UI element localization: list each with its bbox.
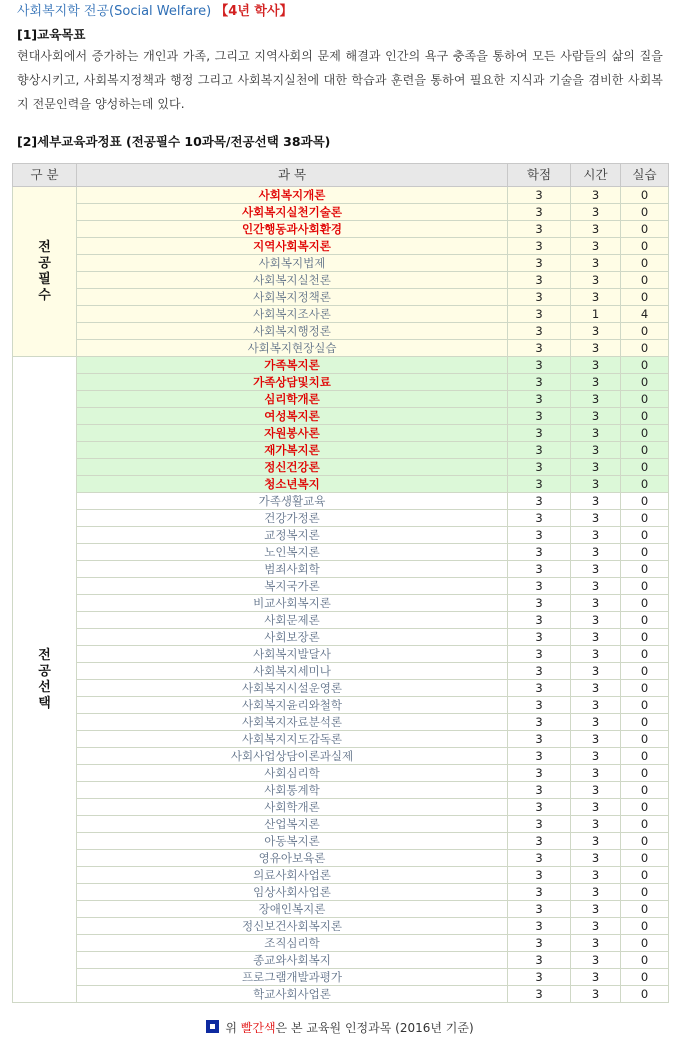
table-row xyxy=(13,476,669,493)
course-practice: 0 xyxy=(621,850,669,867)
course-hours: 3 xyxy=(571,765,621,782)
course-credit: 3 xyxy=(508,901,571,918)
course-name: 사회복지발달사 xyxy=(77,646,508,663)
course-hours: 3 xyxy=(571,697,621,714)
course-practice: 0 xyxy=(621,799,669,816)
footnote-prefix: 위 xyxy=(225,1021,241,1035)
course-practice: 0 xyxy=(621,544,669,561)
course-practice: 0 xyxy=(621,340,669,357)
course-hours: 3 xyxy=(571,595,621,612)
course-name: 자원봉사론 xyxy=(77,425,508,442)
course-name: 학교사회사업론 xyxy=(77,986,508,1003)
course-name: 가족복지론 xyxy=(77,357,508,374)
course-name: 청소년복지 xyxy=(77,476,508,493)
course-practice: 0 xyxy=(621,323,669,340)
title-tag: 【4년 학사】 xyxy=(215,4,293,19)
course-name: 종교와사회복지 xyxy=(77,952,508,969)
course-credit: 3 xyxy=(508,952,571,969)
course-name: 인간행동과사회환경 xyxy=(77,221,508,238)
course-hours: 3 xyxy=(571,408,621,425)
course-practice: 0 xyxy=(621,476,669,493)
course-practice: 0 xyxy=(621,204,669,221)
table-row xyxy=(13,663,669,680)
course-name: 사회복지개론 xyxy=(77,187,508,204)
course-hours: 3 xyxy=(571,289,621,306)
course-practice: 0 xyxy=(621,901,669,918)
goal-text: 현대사회에서 증가하는 개인과 가족, 그리고 지역사회의 문제 해결과 인간의 욕구 충족을 통하여 모든 사람들의 삶의 질을 향상시키고, 사회복지정책과 행정 그리고 사회복지실천에 대한 학습과 훈련을 통하여 필요한 지식과 기술을 겸비한 사회복지 전문인력을 양성하는데 있다. xyxy=(17,49,663,111)
group-elective-label-text: 전 공 선 택 xyxy=(38,647,51,711)
table-row xyxy=(13,578,669,595)
course-hours: 3 xyxy=(571,816,621,833)
course-credit: 3 xyxy=(508,782,571,799)
course-practice: 0 xyxy=(621,510,669,527)
course-credit: 3 xyxy=(508,204,571,221)
course-credit: 3 xyxy=(508,748,571,765)
course-hours: 3 xyxy=(571,850,621,867)
course-name: 사회보장론 xyxy=(77,629,508,646)
course-credit: 3 xyxy=(508,646,571,663)
table-row xyxy=(13,323,669,340)
table-row xyxy=(13,306,669,323)
course-name: 교정복지론 xyxy=(77,527,508,544)
course-name: 지역사회복지론 xyxy=(77,238,508,255)
course-practice: 0 xyxy=(621,238,669,255)
course-practice: 0 xyxy=(621,612,669,629)
course-credit: 3 xyxy=(508,272,571,289)
course-credit: 3 xyxy=(508,697,571,714)
course-practice: 0 xyxy=(621,374,669,391)
course-practice: 0 xyxy=(621,595,669,612)
group-elective-label xyxy=(13,357,77,1003)
course-credit: 3 xyxy=(508,187,571,204)
course-hours: 3 xyxy=(571,459,621,476)
table-row xyxy=(13,799,669,816)
table-row xyxy=(13,986,669,1003)
course-practice: 0 xyxy=(621,680,669,697)
header-course: 과 목 xyxy=(77,164,508,187)
course-credit: 3 xyxy=(508,680,571,697)
header-hours: 시간 xyxy=(571,164,621,187)
footnote-red-word: 빨간색 xyxy=(240,1021,276,1035)
course-hours: 3 xyxy=(571,476,621,493)
course-practice: 0 xyxy=(621,918,669,935)
course-name: 재가복지론 xyxy=(77,442,508,459)
course-name: 복지국가론 xyxy=(77,578,508,595)
course-hours: 3 xyxy=(571,510,621,527)
course-hours: 3 xyxy=(571,867,621,884)
course-credit: 3 xyxy=(508,765,571,782)
footnote xyxy=(0,1019,680,1036)
course-credit: 3 xyxy=(508,816,571,833)
course-practice: 0 xyxy=(621,187,669,204)
table-row xyxy=(13,408,669,425)
course-credit: 3 xyxy=(508,986,571,1003)
course-credit: 3 xyxy=(508,663,571,680)
course-practice: 0 xyxy=(621,408,669,425)
course-practice: 0 xyxy=(621,442,669,459)
course-credit: 3 xyxy=(508,578,571,595)
table-row xyxy=(13,544,669,561)
course-name: 사회복지정책론 xyxy=(77,289,508,306)
course-name: 영유아보육론 xyxy=(77,850,508,867)
course-credit: 3 xyxy=(508,374,571,391)
table-row xyxy=(13,459,669,476)
table-row xyxy=(13,561,669,578)
course-practice: 4 xyxy=(621,306,669,323)
course-name: 의료사회사업론 xyxy=(77,867,508,884)
course-name: 산업복지론 xyxy=(77,816,508,833)
table-row xyxy=(13,357,669,374)
course-practice: 0 xyxy=(621,748,669,765)
course-practice: 0 xyxy=(621,493,669,510)
course-hours: 3 xyxy=(571,238,621,255)
table-row xyxy=(13,646,669,663)
course-credit: 3 xyxy=(508,884,571,901)
course-credit: 3 xyxy=(508,442,571,459)
course-name: 사회복지지도감독론 xyxy=(77,731,508,748)
table-row xyxy=(13,391,669,408)
course-hours: 3 xyxy=(571,663,621,680)
course-name: 사회복지윤리와철학 xyxy=(77,697,508,714)
table-row xyxy=(13,918,669,935)
course-hours: 3 xyxy=(571,748,621,765)
table-row xyxy=(13,612,669,629)
course-hours: 3 xyxy=(571,646,621,663)
course-credit: 3 xyxy=(508,867,571,884)
table-row xyxy=(13,731,669,748)
course-name: 심리학개론 xyxy=(77,391,508,408)
course-credit: 3 xyxy=(508,799,571,816)
course-credit: 3 xyxy=(508,459,571,476)
course-hours: 3 xyxy=(571,204,621,221)
course-credit: 3 xyxy=(508,255,571,272)
course-hours: 3 xyxy=(571,935,621,952)
course-credit: 3 xyxy=(508,289,571,306)
course-credit: 3 xyxy=(508,221,571,238)
course-credit: 3 xyxy=(508,527,571,544)
course-hours: 3 xyxy=(571,714,621,731)
course-name: 프로그램개발과평가 xyxy=(77,969,508,986)
course-hours: 3 xyxy=(571,986,621,1003)
course-name: 비교사회복지론 xyxy=(77,595,508,612)
course-name: 사회복지자료분석론 xyxy=(77,714,508,731)
table-row xyxy=(13,697,669,714)
course-practice: 0 xyxy=(621,629,669,646)
table-row xyxy=(13,289,669,306)
header-credit: 학점 xyxy=(508,164,571,187)
course-practice: 0 xyxy=(621,221,669,238)
course-name: 사회복지실천기술론 xyxy=(77,204,508,221)
course-practice: 0 xyxy=(621,272,669,289)
course-credit: 3 xyxy=(508,238,571,255)
group-required-label-text: 전 공 필 수 xyxy=(38,239,51,303)
course-practice: 0 xyxy=(621,731,669,748)
course-practice: 0 xyxy=(621,714,669,731)
course-name: 사회복지조사론 xyxy=(77,306,508,323)
course-name: 사회복지시설운영론 xyxy=(77,680,508,697)
course-hours: 3 xyxy=(571,833,621,850)
course-credit: 3 xyxy=(508,935,571,952)
table-row xyxy=(13,340,669,357)
course-practice: 0 xyxy=(621,646,669,663)
course-name: 사회학개론 xyxy=(77,799,508,816)
header-group: 구 분 xyxy=(13,164,77,187)
table-row xyxy=(13,272,669,289)
course-practice: 0 xyxy=(621,867,669,884)
course-name: 사회복지행정론 xyxy=(77,323,508,340)
course-hours: 3 xyxy=(571,612,621,629)
course-practice: 0 xyxy=(621,391,669,408)
table-row xyxy=(13,850,669,867)
course-practice: 0 xyxy=(621,527,669,544)
course-practice: 0 xyxy=(621,935,669,952)
table-row xyxy=(13,255,669,272)
table-row xyxy=(13,884,669,901)
table-row xyxy=(13,935,669,952)
course-hours: 3 xyxy=(571,323,621,340)
course-practice: 0 xyxy=(621,816,669,833)
course-hours: 3 xyxy=(571,340,621,357)
course-practice: 0 xyxy=(621,663,669,680)
course-credit: 3 xyxy=(508,544,571,561)
course-name: 여성복지론 xyxy=(77,408,508,425)
course-credit: 3 xyxy=(508,561,571,578)
course-name: 사회문제론 xyxy=(77,612,508,629)
course-credit: 3 xyxy=(508,969,571,986)
course-practice: 0 xyxy=(621,833,669,850)
table-row xyxy=(13,833,669,850)
table-row xyxy=(13,714,669,731)
course-hours: 3 xyxy=(571,884,621,901)
footnote-suffix: 은 본 교육원 인정과목 (2016년 기준) xyxy=(275,1021,474,1035)
course-name: 정신보건사회복지론 xyxy=(77,918,508,935)
course-hours: 3 xyxy=(571,527,621,544)
table-row xyxy=(13,510,669,527)
course-practice: 0 xyxy=(621,289,669,306)
course-name: 가족생활교육 xyxy=(77,493,508,510)
course-credit: 3 xyxy=(508,340,571,357)
course-credit: 3 xyxy=(508,476,571,493)
course-hours: 3 xyxy=(571,272,621,289)
course-hours: 3 xyxy=(571,187,621,204)
table-row xyxy=(13,952,669,969)
course-name: 사회복지현장실습 xyxy=(77,340,508,357)
course-credit: 3 xyxy=(508,612,571,629)
course-practice: 0 xyxy=(621,884,669,901)
course-credit: 3 xyxy=(508,306,571,323)
course-practice: 0 xyxy=(621,459,669,476)
curriculum-table xyxy=(12,163,669,1003)
table-row xyxy=(13,374,669,391)
table-row xyxy=(13,629,669,646)
course-credit: 3 xyxy=(508,595,571,612)
goal-heading: [1]교육목표 xyxy=(17,27,86,42)
course-credit: 3 xyxy=(508,731,571,748)
course-hours: 3 xyxy=(571,544,621,561)
table-row xyxy=(13,748,669,765)
course-hours: 3 xyxy=(571,629,621,646)
course-name: 조직심리학 xyxy=(77,935,508,952)
table-row xyxy=(13,442,669,459)
course-practice: 0 xyxy=(621,255,669,272)
course-practice: 0 xyxy=(621,697,669,714)
course-hours: 3 xyxy=(571,680,621,697)
course-hours: 3 xyxy=(571,561,621,578)
course-hours: 3 xyxy=(571,799,621,816)
course-hours: 3 xyxy=(571,918,621,935)
table-row xyxy=(13,782,669,799)
course-name: 가족상담및치료 xyxy=(77,374,508,391)
course-credit: 3 xyxy=(508,493,571,510)
course-practice: 0 xyxy=(621,357,669,374)
course-credit: 3 xyxy=(508,510,571,527)
course-hours: 3 xyxy=(571,782,621,799)
course-credit: 3 xyxy=(508,918,571,935)
course-credit: 3 xyxy=(508,391,571,408)
course-hours: 1 xyxy=(571,306,621,323)
course-practice: 0 xyxy=(621,952,669,969)
course-name: 노인복지론 xyxy=(77,544,508,561)
course-practice: 0 xyxy=(621,425,669,442)
course-name: 사회심리학 xyxy=(77,765,508,782)
course-practice: 0 xyxy=(621,969,669,986)
square-bullet-icon xyxy=(206,1020,219,1033)
course-name: 정신건강론 xyxy=(77,459,508,476)
table-row xyxy=(13,867,669,884)
course-credit: 3 xyxy=(508,357,571,374)
course-credit: 3 xyxy=(508,629,571,646)
course-credit: 3 xyxy=(508,850,571,867)
course-name: 사회복지세미나 xyxy=(77,663,508,680)
header-practice: 실습 xyxy=(621,164,669,187)
course-hours: 3 xyxy=(571,578,621,595)
course-hours: 3 xyxy=(571,391,621,408)
course-practice: 0 xyxy=(621,986,669,1003)
course-hours: 3 xyxy=(571,901,621,918)
course-hours: 3 xyxy=(571,221,621,238)
table-row xyxy=(13,816,669,833)
course-hours: 3 xyxy=(571,731,621,748)
course-name: 건강가정론 xyxy=(77,510,508,527)
course-name: 사회사업상담이론과실제 xyxy=(77,748,508,765)
table-row xyxy=(13,425,669,442)
course-name: 장애인복지론 xyxy=(77,901,508,918)
table-header-row xyxy=(13,164,669,187)
course-practice: 0 xyxy=(621,578,669,595)
table-row xyxy=(13,221,669,238)
course-hours: 3 xyxy=(571,357,621,374)
course-hours: 3 xyxy=(571,442,621,459)
course-credit: 3 xyxy=(508,408,571,425)
course-credit: 3 xyxy=(508,714,571,731)
table-row xyxy=(13,204,669,221)
group-required-label xyxy=(13,187,77,357)
course-name: 사회복지실천론 xyxy=(77,272,508,289)
table-row xyxy=(13,527,669,544)
course-hours: 3 xyxy=(571,952,621,969)
course-hours: 3 xyxy=(571,493,621,510)
table-row xyxy=(13,765,669,782)
course-hours: 3 xyxy=(571,969,621,986)
table-row xyxy=(13,901,669,918)
table-row xyxy=(13,238,669,255)
course-hours: 3 xyxy=(571,374,621,391)
table-row xyxy=(13,187,669,204)
curriculum-heading: [2]세부교육과정표 (전공필수 10과목/전공선택 38과목) xyxy=(17,134,331,149)
course-credit: 3 xyxy=(508,833,571,850)
table-row xyxy=(13,680,669,697)
course-credit: 3 xyxy=(508,425,571,442)
course-hours: 3 xyxy=(571,425,621,442)
table-row xyxy=(13,493,669,510)
page-title xyxy=(17,3,293,21)
course-hours: 3 xyxy=(571,255,621,272)
table-row xyxy=(13,595,669,612)
course-credit: 3 xyxy=(508,323,571,340)
course-name: 아동복지론 xyxy=(77,833,508,850)
course-name: 범죄사회학 xyxy=(77,561,508,578)
table-row xyxy=(13,969,669,986)
course-practice: 0 xyxy=(621,782,669,799)
course-name: 사회통계학 xyxy=(77,782,508,799)
course-name: 사회복지법제 xyxy=(77,255,508,272)
course-practice: 0 xyxy=(621,561,669,578)
course-name: 임상사회사업론 xyxy=(77,884,508,901)
title-main: 사회복지학 전공(Social Welfare) xyxy=(17,4,216,19)
course-practice: 0 xyxy=(621,765,669,782)
